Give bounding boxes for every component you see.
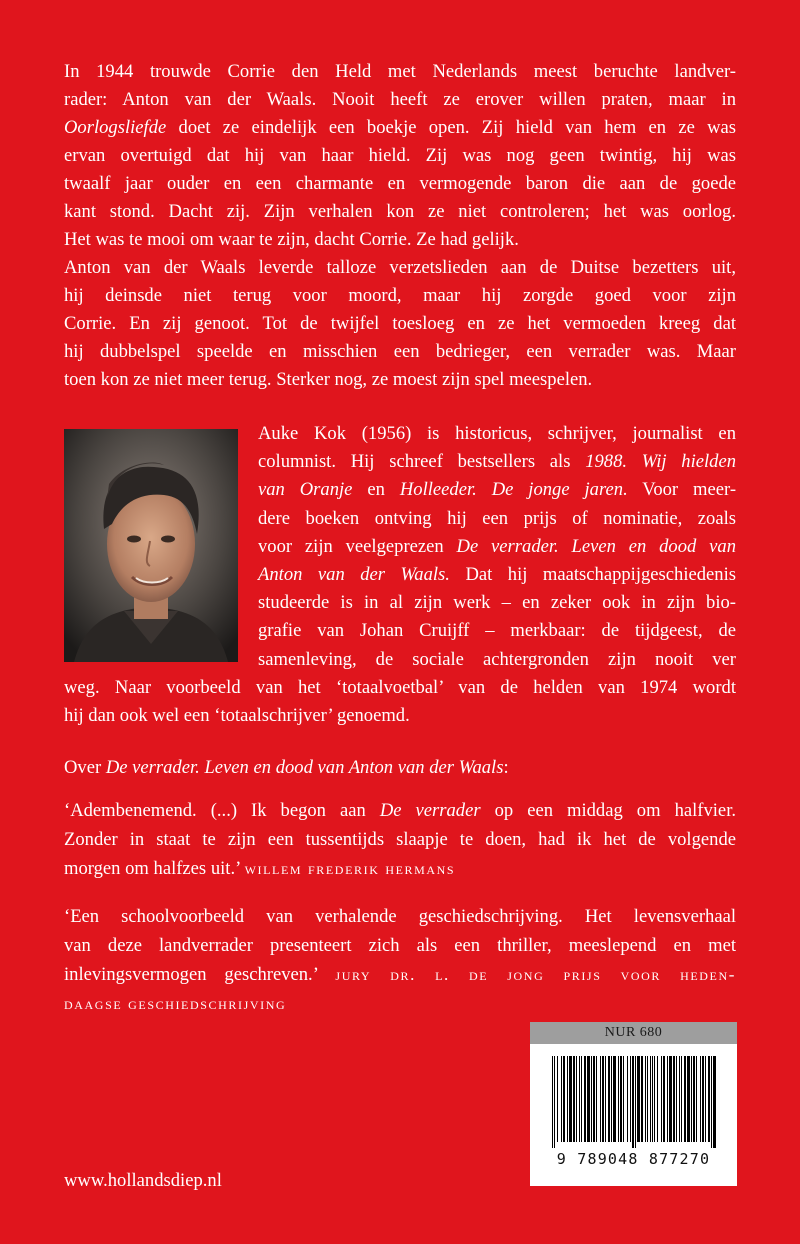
barcode-bar xyxy=(627,1056,628,1142)
barcode-bar xyxy=(684,1056,686,1142)
blurb-line: toen kon ze niet meer terug. Sterker nog, ze moest zijn spel meespelen. xyxy=(64,369,593,390)
barcode-bar xyxy=(611,1056,612,1142)
barcode-bar xyxy=(700,1056,701,1142)
bio-line: dere boeken ontving hij een prijs of nominatie, zoals xyxy=(258,507,736,529)
barcode-bar xyxy=(669,1056,672,1142)
bio-line: columnist. Hij schreef bestsellers als 1988. Wij hielden xyxy=(258,451,737,473)
review-quote-hermans: ‘Adembenemend. (...) Ik begon aan De verrader op een middag om halfvier. Zonder in staat te zijn een tussentijds slaapje te doen, had ik het de volgende morgen om halfzes uit.’ willem frederik hermans xyxy=(64,800,737,879)
blurb-line: Oorlogsliefde doet ze eindelijk een boekje open. Zij hield van hem en ze was xyxy=(64,117,737,138)
barcode-bar xyxy=(576,1056,577,1142)
barcode-bar xyxy=(561,1056,562,1142)
publisher-website[interactable]: www.hollandsdiep.nl xyxy=(64,1170,222,1191)
barcode-bar xyxy=(661,1056,662,1142)
barcode-bar xyxy=(635,1056,636,1148)
barcode-bar xyxy=(630,1056,631,1142)
book-blurb xyxy=(64,58,736,394)
barcode-bar xyxy=(602,1056,604,1142)
barcode-bar xyxy=(696,1056,697,1142)
author-bio xyxy=(258,420,736,674)
barcode-bar xyxy=(673,1056,675,1142)
barcode-bar xyxy=(711,1056,712,1148)
author-bio-continued xyxy=(64,674,736,730)
barcode-bar xyxy=(663,1056,665,1142)
bio-line: studeerde is in al zijn werk – en zeker ook in zijn bio- xyxy=(258,592,736,614)
barcode-bar xyxy=(705,1056,706,1142)
quote-source: jury dr. l. de jong prijs voor heden- xyxy=(335,965,736,984)
isbn-barcode xyxy=(530,1022,737,1186)
barcode-bar xyxy=(554,1056,555,1148)
barcode-bar xyxy=(687,1056,690,1142)
barcode-bar xyxy=(693,1056,695,1142)
barcode-bar xyxy=(708,1056,710,1142)
barcode-bar xyxy=(579,1056,580,1142)
blurb-line: In 1944 trouwde Corrie den Held met Nederlands meest beruchte landver- xyxy=(64,61,736,82)
blurb-book-title: Oorlogsliefde xyxy=(64,117,167,138)
barcode-bar xyxy=(552,1056,553,1148)
bio-line: Anton van der Waals. Dat hij maatschappijgeschiedenis xyxy=(258,564,737,586)
barcode-bar xyxy=(608,1056,610,1142)
bio-line: Auke Kok (1956) is historicus, schrijver, journalist en xyxy=(258,423,736,444)
barcode-bar xyxy=(681,1056,682,1142)
barcode-bar xyxy=(593,1056,595,1142)
author-photo xyxy=(64,429,238,662)
about-book-title: De verrader. Leven en dood van Anton van der Waals xyxy=(105,757,504,778)
barcode-bar xyxy=(652,1056,653,1142)
review-quote-jury: ‘Een schoolvoorbeeld van verhalende geschiedschrijving. Het levensverhaal van deze landverrader presenteert zich als een thriller, meeslepend en met inlevingsvermogen geschreven.’ jury dr. l. de jong prijs voor heden- daagse geschiedschrijving xyxy=(64,906,736,1013)
barcode-bar xyxy=(676,1056,677,1142)
barcode-bar xyxy=(647,1056,648,1142)
barcode-bar xyxy=(691,1056,692,1142)
blurb-line: rader: Anton van der Waals. Nooit heeft ze erover willen praten, maar in xyxy=(64,89,736,110)
blurb-line: kant stond. Dacht zij. Zijn verhalen kon ze niet controleren; het was oorlog. xyxy=(64,201,736,222)
barcode-bar xyxy=(632,1056,634,1148)
barcode-bar xyxy=(596,1056,597,1142)
nur-code: NUR 680 xyxy=(530,1022,737,1044)
quote-source: willem frederik hermans xyxy=(244,859,456,878)
blurb-line: Corrie. En zij genoot. Tot de twijfel toesloeg en ze het vermoeden kreeg dat xyxy=(64,313,736,334)
bio-line: samenleving, de sociale achtergronden zijn nooit ver xyxy=(258,648,736,670)
bio-line: grafie van Johan Cruijff – merkbaar: de tijdgeest, de xyxy=(258,620,736,642)
barcode-bars xyxy=(552,1056,716,1148)
barcode-bar xyxy=(623,1056,624,1142)
barcode-bar xyxy=(613,1056,616,1142)
blurb-line: twaalf jaar ouder en een charmante en vermogende baron die aan de goede xyxy=(64,173,736,194)
barcode-bar xyxy=(679,1056,680,1142)
author-portrait-illustration xyxy=(64,429,238,662)
barcode-bar xyxy=(650,1056,651,1142)
barcode-bar xyxy=(569,1056,572,1142)
barcode-bar xyxy=(637,1056,640,1142)
barcode-bar xyxy=(654,1056,655,1142)
barcode-bar xyxy=(713,1056,716,1148)
blurb-line: ervan overtuigd dat hij van haar hield. Zij was nog geen twintig, hij was xyxy=(64,145,736,166)
barcode-bar xyxy=(584,1056,586,1142)
blurb-line: hij deinsde niet terug voor moord, maar hij zorgde goed voor zijn xyxy=(64,285,736,306)
barcode-bar xyxy=(600,1056,601,1142)
bio-line: hij dan ook wel een ‘totaalschrijver’ genoemd. xyxy=(64,705,410,727)
quote-source: daagse geschiedschrijving xyxy=(64,994,287,1013)
barcode-bar xyxy=(573,1056,575,1142)
barcode-bar xyxy=(702,1056,704,1142)
bio-line: voor zijn veelgeprezen De verrader. Leven en dood van xyxy=(258,535,736,557)
bio-line: van Oranje en Holleeder. De jonge jaren. Voor meer- xyxy=(258,479,737,501)
blurb-line: Anton van der Waals leverde talloze verzetslieden aan de Duitse bezetters uit, xyxy=(64,257,736,278)
barcode-bar xyxy=(620,1056,622,1142)
barcode-bar xyxy=(591,1056,592,1142)
bio-line: weg. Naar voorbeeld van het ‘totaalvoetbal’ van de helden van 1974 wordt xyxy=(64,677,736,698)
barcode-bar xyxy=(563,1056,565,1142)
blurb-line: Het was te mooi om waar te zijn, dacht Corrie. Ze had gelijk. xyxy=(64,229,519,250)
barcode-bar xyxy=(567,1056,568,1142)
barcode-bar xyxy=(667,1056,668,1142)
barcode-bar xyxy=(645,1056,646,1142)
barcode-bar xyxy=(587,1056,590,1142)
barcode-bar xyxy=(618,1056,619,1142)
about-heading: Over De verrader. Leven en dood van Anton van der Waals: xyxy=(64,757,509,778)
barcode-bar xyxy=(657,1056,658,1142)
isbn-number: 9 789048 877270 xyxy=(556,1150,711,1168)
barcode-bar xyxy=(557,1056,558,1142)
barcode-bar xyxy=(605,1056,606,1142)
barcode-bar xyxy=(581,1056,582,1142)
blurb-line: hij dubbelspel speelde en misschien een bedrieger, een verrader was. Maar xyxy=(64,341,736,362)
barcode-bar xyxy=(641,1056,643,1142)
